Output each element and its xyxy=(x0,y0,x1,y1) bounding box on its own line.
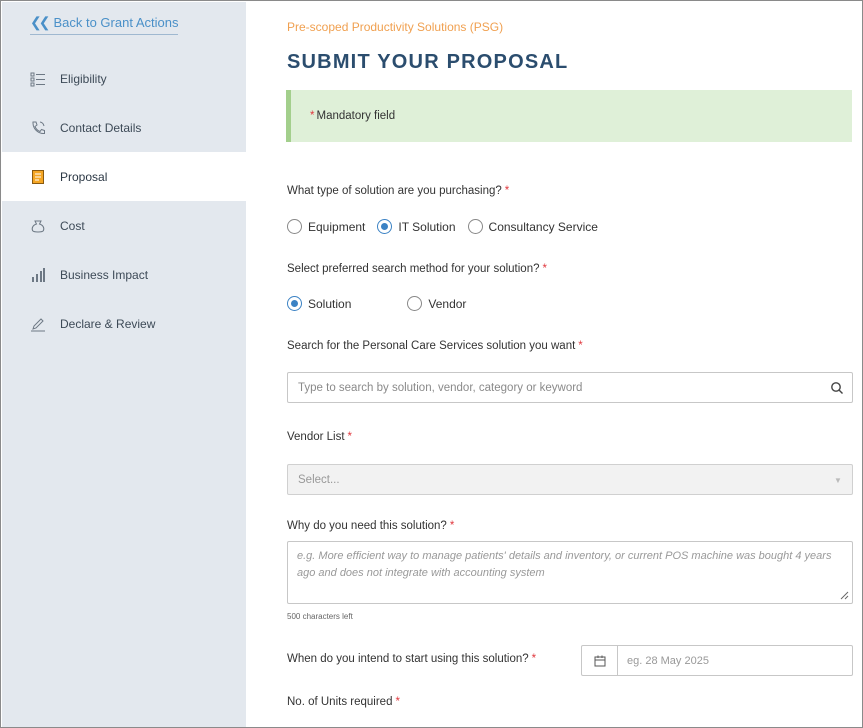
required-asterisk: * xyxy=(504,185,510,197)
radio-button-selected[interactable] xyxy=(377,219,392,234)
radio-dot xyxy=(291,300,298,307)
money-bag-icon xyxy=(30,218,46,234)
solution-search-input[interactable] xyxy=(287,372,853,403)
back-to-grant-actions-link[interactable] xyxy=(30,14,178,35)
document-icon xyxy=(30,169,46,185)
radio-consultancy-service[interactable] xyxy=(468,219,598,234)
calendar-button[interactable] xyxy=(582,646,618,675)
sidebar-item-business-impact[interactable] xyxy=(2,250,246,299)
date-placeholder: eg. 28 May 2025 xyxy=(627,654,709,667)
characters-left-counter: 500 characters left xyxy=(287,612,353,621)
vendor-select-placeholder: Select... xyxy=(298,473,340,486)
resize-handle-icon[interactable] xyxy=(839,590,849,600)
search-method-label: Select preferred search method for your solution? xyxy=(287,263,540,275)
solution-type-radio-group xyxy=(287,219,610,234)
calendar-icon xyxy=(594,655,606,667)
search-label: Search for the Personal Care Services solution you want xyxy=(287,340,576,352)
back-link-label: Back to Grant Actions xyxy=(53,15,179,30)
reason-placeholder: e.g. More efficient way to manage patients' details and inventory, or current POS machine was bought 4 years ago and does not integrate with accounting system xyxy=(297,550,832,579)
vendor-list-question xyxy=(287,431,352,443)
required-asterisk: * xyxy=(310,110,315,122)
sidebar xyxy=(2,2,246,728)
reason-textarea[interactable] xyxy=(287,541,853,604)
radio-dot xyxy=(381,223,388,230)
sidebar-nav xyxy=(2,54,246,348)
search-placeholder: Type to search by solution, vendor, category or keyword xyxy=(298,381,583,394)
sidebar-item-label: Proposal xyxy=(60,169,108,184)
search-method-radio-group xyxy=(287,296,478,311)
required-asterisk: * xyxy=(578,340,583,352)
double-chevron-left-icon: ❮❮ xyxy=(30,14,48,30)
radio-it-solution[interactable] xyxy=(377,219,455,234)
sidebar-item-label: Declare & Review xyxy=(60,316,156,331)
vendor-list-select[interactable] xyxy=(287,464,853,495)
chevron-down-icon: ▼ xyxy=(834,476,842,485)
sidebar-item-label: Contact Details xyxy=(60,120,142,135)
sidebar-item-proposal[interactable] xyxy=(2,152,246,201)
radio-button-selected[interactable] xyxy=(287,296,302,311)
units-question xyxy=(287,696,400,708)
sidebar-item-cost[interactable] xyxy=(2,201,246,250)
sidebar-item-label: Eligibility xyxy=(60,71,107,86)
radio-button[interactable] xyxy=(468,219,483,234)
radio-button[interactable] xyxy=(287,219,302,234)
search-question xyxy=(287,340,583,352)
radio-label: Vendor xyxy=(428,296,467,311)
scheme-subtitle: Pre-scoped Productivity Solutions (PSG) xyxy=(287,20,504,34)
radio-vendor[interactable] xyxy=(407,296,466,311)
vendor-list-label: Vendor List xyxy=(287,431,345,443)
radio-solution[interactable] xyxy=(287,296,351,311)
radio-button[interactable] xyxy=(407,296,422,311)
page-title: SUBMIT YOUR PROPOSAL xyxy=(287,51,569,73)
checklist-icon xyxy=(30,71,46,87)
sidebar-item-label: Cost xyxy=(60,218,85,233)
pen-icon xyxy=(30,316,46,332)
solution-type-question xyxy=(287,185,509,197)
required-asterisk: * xyxy=(449,520,455,532)
mandatory-notice-text: Mandatory field xyxy=(316,110,396,122)
sidebar-item-contact-details[interactable] xyxy=(2,103,246,152)
reason-label: Why do you need this solution? xyxy=(287,520,447,532)
units-label: No. of Units required xyxy=(287,696,393,708)
reason-question xyxy=(287,520,454,532)
radio-equipment[interactable] xyxy=(287,219,365,234)
required-asterisk: * xyxy=(531,653,537,665)
sidebar-item-label: Business Impact xyxy=(60,267,149,282)
search-method-question xyxy=(287,263,547,275)
main-content xyxy=(246,2,861,728)
radio-label: Consultancy Service xyxy=(488,219,598,234)
search-icon[interactable] xyxy=(830,381,844,395)
bar-chart-icon xyxy=(30,267,46,283)
phone-icon xyxy=(30,120,46,136)
start-date-label: When do you intend to start using this solution? xyxy=(287,653,529,665)
radio-label: Solution xyxy=(308,296,352,311)
required-asterisk: * xyxy=(395,696,400,708)
sidebar-item-declare-review[interactable] xyxy=(2,299,246,348)
required-asterisk: * xyxy=(347,431,353,443)
required-asterisk: * xyxy=(542,263,547,275)
radio-label: IT Solution xyxy=(398,219,456,234)
solution-type-label: What type of solution are you purchasing? xyxy=(287,185,502,197)
radio-label: Equipment xyxy=(308,219,366,234)
start-date-input[interactable] xyxy=(581,645,853,676)
sidebar-item-eligibility[interactable] xyxy=(2,54,246,103)
start-date-question xyxy=(287,653,536,665)
mandatory-notice xyxy=(286,90,852,142)
